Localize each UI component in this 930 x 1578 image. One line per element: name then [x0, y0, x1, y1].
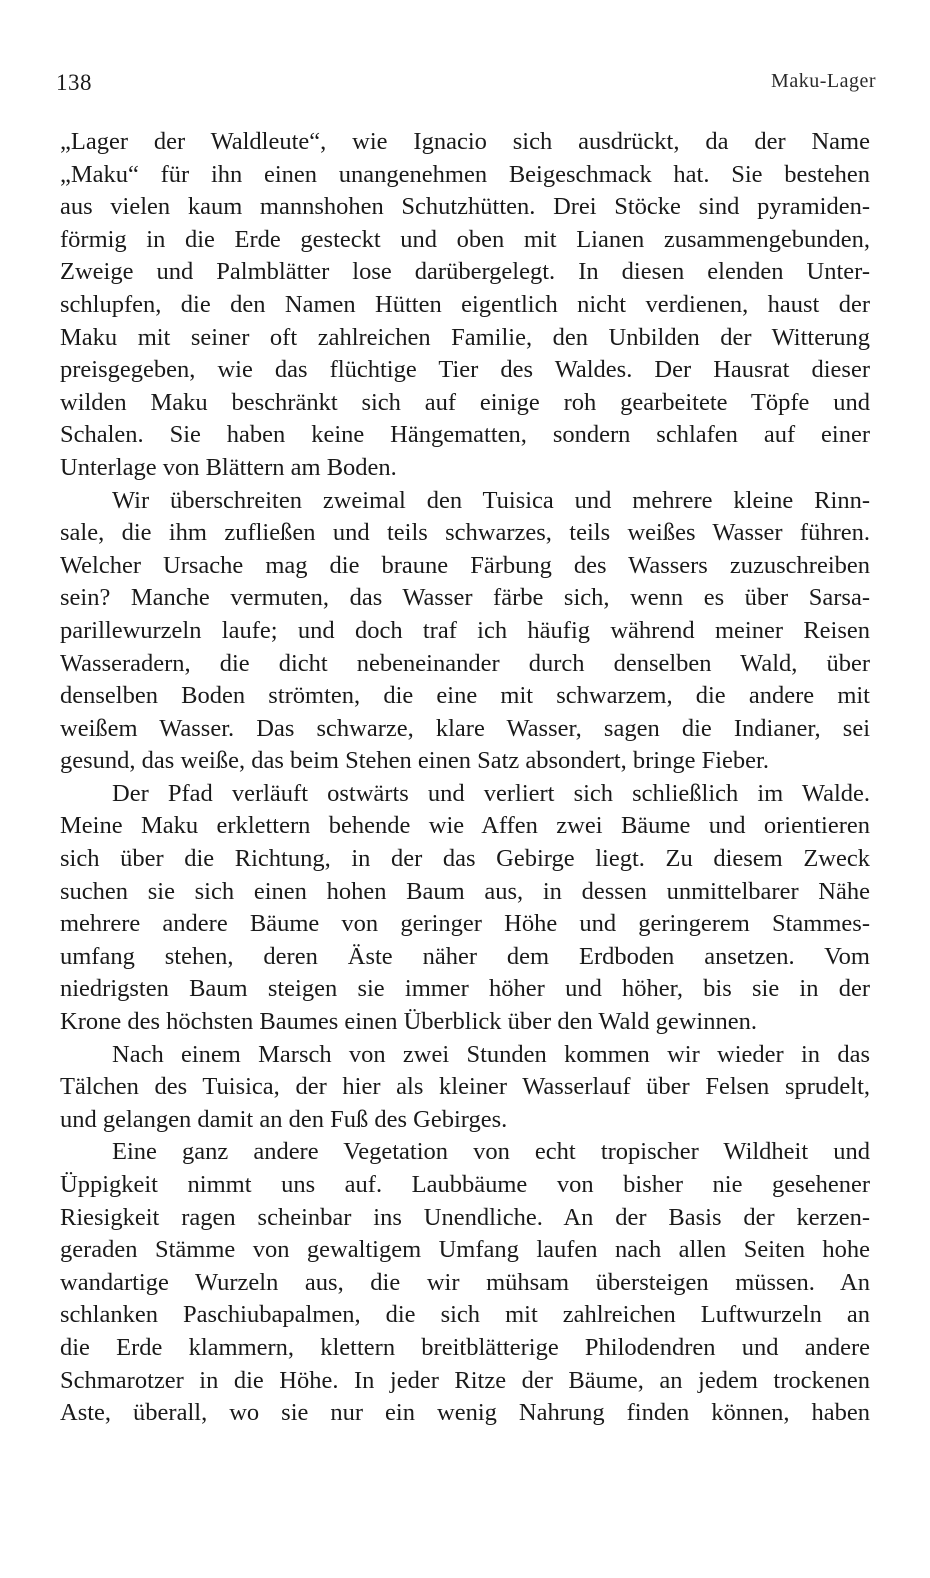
text-line: Krone des höchsten Baumes einen Überblick über den Wald gewinnen. [60, 1008, 757, 1036]
text-line: umfang stehen, deren Äste näher dem Erdboden ansetzen. Vom [60, 942, 870, 970]
text-line: Aste, überall, wo sie nur ein wenig Nahrung finden können, haben [60, 1399, 870, 1427]
page-number: 138 [56, 70, 92, 95]
text-line: und gelangen damit an den Fuß des Gebirges. [60, 1105, 508, 1133]
text-line: die Erde klammern, klettern breitblätterige Philodendren und andere [60, 1333, 870, 1361]
running-head: Maku-Lager [771, 70, 876, 92]
page-header [56, 70, 876, 104]
text-line: Welcher Ursache mag die braune Färbung des Wassers zuzuschreiben [60, 551, 870, 579]
text-line: „Lager der Waldleute“, wie Ignacio sich ausdrückt, da der Name [60, 128, 870, 155]
text-line: Riesigkeit ragen scheinbar ins Unendliche. An der Basis der kerzen- [60, 1203, 870, 1231]
text-line: denselben Boden strömten, die eine mit schwarzem, die andere mit [60, 682, 870, 710]
text-line: Der Pfad verläuft ostwärts und verliert sich schließlich im Walde. [112, 779, 870, 807]
text-line: schlanken Paschiubapalmen, die sich mit zahlreichen Luftwurzeln an [60, 1301, 870, 1329]
text-line: suchen sie sich einen hohen Baum aus, in dessen unmittelbarer Nähe [60, 877, 870, 905]
text-line: preisgegeben, wie das flüchtige Tier des Waldes. Der Hausrat dieser [60, 356, 870, 384]
text-line: wandartige Wurzeln aus, die wir mühsam übersteigen müssen. An [60, 1268, 870, 1296]
text-line: förmig in die Erde gesteckt und oben mit Lianen zusammengebunden, [60, 225, 870, 253]
text-line: Nach einem Marsch von zwei Stunden kommen wir wieder in das [112, 1040, 870, 1068]
text-line: aus vielen kaum mannshohen Schutzhütten. Drei Stöcke sind pyramiden- [60, 193, 870, 221]
text-line: Wasseradern, die dicht nebeneinander durch denselben Wald, über [60, 649, 870, 677]
text-line: Maku mit seiner oft zahlreichen Familie, den Unbilden der Witterung [60, 323, 870, 351]
text-line: wilden Maku beschränkt sich auf einige roh gearbeitete Töpfe und [60, 388, 870, 416]
text-line: Schmarotzer in die Höhe. In jeder Ritze der Bäume, an jedem trockenen [60, 1366, 870, 1394]
text-line: niedrigsten Baum steigen sie immer höher und höher, bis sie in der [60, 975, 870, 1003]
text-line: weißem Wasser. Das schwarze, klare Wasser, sagen die Indianer, sei [60, 714, 870, 742]
text-line: Eine ganz andere Vegetation von echt tropischer Wildheit und [112, 1138, 870, 1166]
text-line: gesund, das weiße, das beim Stehen einen Satz absondert, bringe Fieber. [60, 747, 769, 775]
text-line: Schalen. Sie haben keine Hängematten, sondern schlafen auf einer [60, 421, 870, 449]
text-line: Meine Maku erklettern behende wie Affen zwei Bäume und orientieren [60, 812, 870, 840]
text-line: geraden Stämme von gewaltigem Umfang laufen nach allen Seiten hohe [60, 1236, 870, 1264]
text-line: Unterlage von Blättern am Boden. [60, 453, 397, 481]
text-line: sale, die ihm zufließen und teils schwarzes, teils weißes Wasser führen. [60, 519, 870, 547]
text-line: schlupfen, die den Namen Hütten eigentlich nicht verdienen, haust der [60, 290, 870, 318]
body-text [60, 126, 870, 1430]
text-line: „Maku“ für ihn einen unangenehmen Beigeschmack hat. Sie bestehen [60, 160, 870, 188]
text-line: Zweige und Palmblätter lose darübergelegt. In diesen elenden Unter- [60, 258, 870, 286]
text-line: Tälchen des Tuisica, der hier als kleiner Wasserlauf über Felsen sprudelt, [60, 1073, 870, 1101]
text-line: sein? Manche vermuten, das Wasser färbe sich, wenn es über Sarsa- [60, 584, 870, 612]
text-line: Wir überschreiten zweimal den Tuisica und mehrere kleine Rinn- [112, 486, 870, 514]
text-line: Üppigkeit nimmt uns auf. Laubbäume von bisher nie gesehener [60, 1171, 870, 1198]
text-line: parillewurzeln laufe; und doch traf ich häufig während meiner Reisen [60, 616, 870, 644]
text-line: sich über die Richtung, in der das Gebirge liegt. Zu diesem Zweck [60, 845, 870, 873]
text-line: mehrere andere Bäume von geringer Höhe und geringerem Stammes- [60, 910, 870, 938]
